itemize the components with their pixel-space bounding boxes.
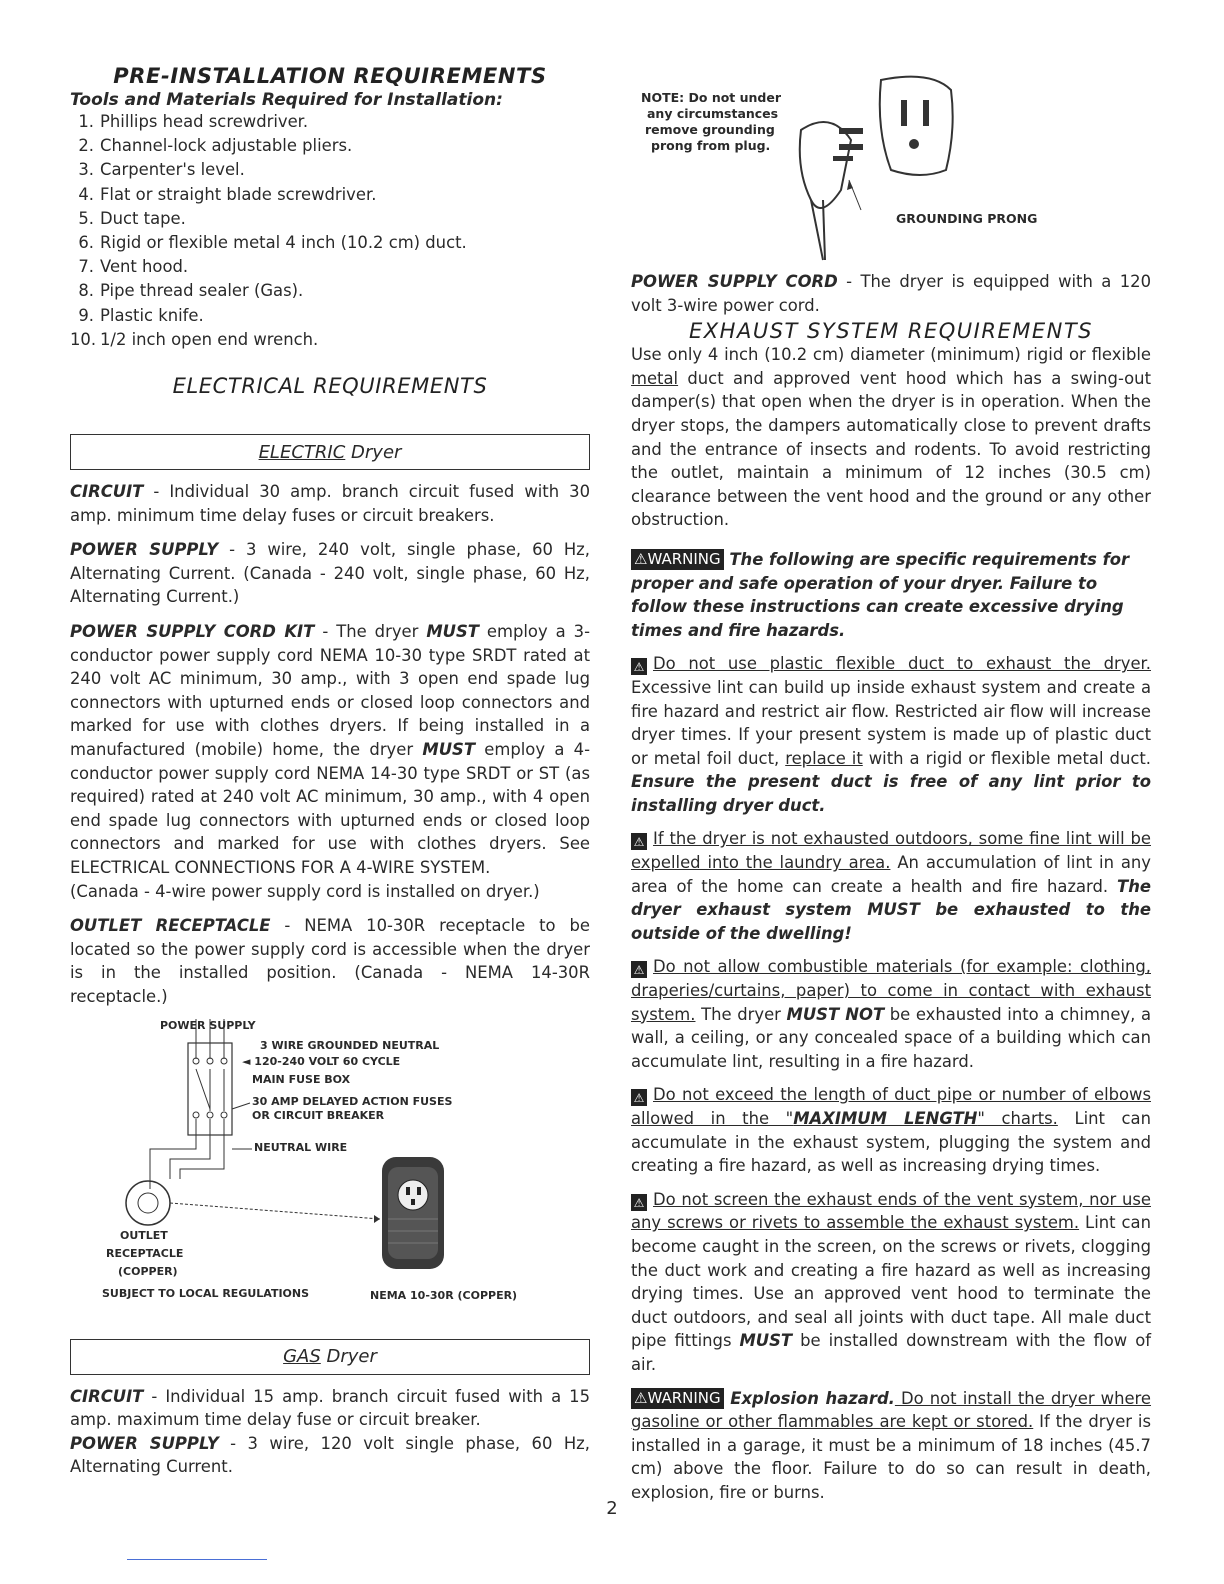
plug-note: NOTE: Do not under any circumstances remove grounding prong from plug. [641, 90, 782, 153]
gas-circuit-paragraph: CIRCUIT - Individual 15 amp. branch circuit fused with a 15 amp. maximum time delay fuse or circuit breaker. [70, 1386, 590, 1430]
diagram-grounded: 3 WIRE GROUNDED NEUTRAL [260, 1038, 440, 1052]
diagram-fuses-1: 30 AMP DELAYED ACTION FUSES [252, 1094, 453, 1108]
warning-triangle-icon: ⚠ [631, 1089, 647, 1106]
outlet-paragraph: OUTLET RECEPTACLE - NEMA 10-30R receptacle to be located so the power supply cord is accessible when the dryer is in the installed position. (Canada - NEMA 14-30R receptacle.) [70, 916, 590, 1006]
tools-list [70, 110, 590, 352]
exhaust-item-1: ⚠ Do not use plastic flexible duct to exhaust the dryer. Excessive lint can build up inside exhaust system and create a fire hazard and restrict air flow. Restricted air flow will increase dryer times. If your present system is made up of plastic duct or metal foil duct, replace it with a rigid or flexible metal duct. Ensure the present duct is free of any lint prior to installing dryer duct. [631, 654, 1151, 815]
list-item: 5. Duct tape. [78, 208, 186, 228]
warning-triangle-icon: ⚠WARNING [631, 549, 724, 570]
list-item: 9. Plastic knife. [78, 305, 204, 325]
warning-triangle-icon: ⚠ [631, 833, 647, 850]
circuit-paragraph: CIRCUIT - Individual 30 amp. branch circuit fused with 30 amp. minimum time delay fuses or circuit breakers. [70, 482, 590, 525]
warning-triangle-icon: ⚠ [631, 1194, 647, 1211]
warning-paragraph: ⚠WARNING The following are specific requirements for proper and safe operation of your dryer. Failure to follow these instructions can create excessive drying times and fire hazards. [631, 549, 1130, 640]
list-item: 7. Vent hood. [78, 257, 189, 277]
warning-triangle-icon: ⚠WARNING [631, 1388, 724, 1409]
list-item: 6. Rigid or flexible metal 4 inch (10.2 cm) duct. [78, 233, 467, 253]
diagram-power-supply: POWER SUPPLY [160, 1018, 256, 1032]
dryer-label: Dryer [351, 441, 402, 463]
wiring-diagram [70, 1019, 590, 1287]
warning-triangle-icon: ⚠ [631, 961, 647, 978]
diagram-outlet-2: RECEPTACLE [106, 1246, 184, 1260]
gas-power-paragraph: POWER SUPPLY - 3 wire, 120 volt single phase, 60 Hz, Alternating Current. [70, 1433, 590, 1477]
electric-dryer-box [70, 434, 590, 470]
gas-dryer-box [70, 1339, 590, 1375]
tools-heading: Tools and Materials Required for Installation: [70, 90, 503, 110]
right-column [631, 70, 1151, 1505]
electrical-title: ELECTRICAL REQUIREMENTS [172, 374, 488, 399]
warning-triangle-icon: ⚠ [631, 658, 647, 675]
diagram-captions [70, 1287, 590, 1309]
power-supply-paragraph: POWER SUPPLY - 3 wire, 240 volt, single phase, 60 Hz, Alternating Current. (Canada - 240 volt, single phase, 60 Hz, Alternating Current.) [70, 540, 590, 607]
exhaust-item-2: ⚠ If the dryer is not exhausted outdoors, some fine lint will be expelled into the laundry area. An accumulation of lint in any area of the home can create a health and fire hazard. The dryer exhaust system MUST be exhausted to the outside of the dwelling! [631, 829, 1151, 943]
list-item: 2. Channel-lock adjustable pliers. [78, 136, 353, 156]
explosion-warning-paragraph: ⚠WARNING Explosion hazard. Do not install the dryer where gasoline or other flammables are kept or stored. If the dryer is installed in a garage, it must be a minimum of 18 inches (45.7 cm) above the floor. Failure to do so can result in death, explosion, fire or burns. [631, 1388, 1152, 1502]
exhaust-item-5: ⚠ Do not screen the exhaust ends of the vent system, nor use any screws or rivets to assemble the exhaust system. Lint can become caught in the screen, on the screws or rivets, clogging the duct work and creating a fire hazard as well as increasing drying times. Use an approved vent hood to terminate the duct outdoors, and seal all joints with duct tape. All male duct pipe fittings MUST be installed downstream with the flow of air. [631, 1189, 1151, 1374]
plug-and-outlet-graphic [781, 70, 1201, 270]
plug-figure [631, 70, 1151, 270]
diagram-neutral: NEUTRAL WIRE [254, 1140, 348, 1154]
footer-line [127, 1559, 267, 1560]
exhaust-item-3: ⚠ Do not allow combustible materials (for example: clothing, draperies/curtains, paper) to come in contact with exhaust system. The dryer MUST NOT be exhausted into a chimney, a wall, a ceiling, or any concealed space of a building which can accumulate lint, resulting in a fire hazard. [631, 957, 1152, 1071]
left-column [70, 64, 590, 1479]
list-item: 3. Carpenter's level. [78, 160, 245, 180]
exhaust-intro-paragraph: Use only 4 inch (10.2 cm) diameter (minimum) rigid or flexible metal duct and approved vent hood which has a swing-out damper(s) that open when the dryer is in operation. When the dryer stops, the dampers automatically close to prevent drafts and the entrance of insects and rodents. To avoid restricting the outlet, maintain a minimum of 12 inches (30.5 cm) clearance between the vent hood and the ground or any other obstruction. [631, 345, 1151, 530]
gas-dryer-label: Dryer [326, 1346, 377, 1367]
list-item: 8. Pipe thread sealer (Gas). [78, 281, 304, 301]
list-item: 10. 1/2 inch open end wrench. [70, 329, 319, 349]
list-item: 1. Phillips head screwdriver. [78, 112, 309, 131]
diagram-nema: NEMA 10-30R (COPPER) [370, 1288, 518, 1302]
exhaust-item-4: ⚠ Do not exceed the length of duct pipe or number of elbows allowed in the "MAXIMUM LENGTH" charts. Lint can accumulate in the exhaust system, plugging the system and creating a fire hazard, as well as increasing drying times. [631, 1085, 1151, 1176]
cord-kit-paragraph: POWER SUPPLY CORD KIT - The dryer MUST employ a 3-conductor power supply cord NEMA 10-30 type SRDT rated at 240 volt AC minimum, 30 amp., with 3 open end spade lug connectors with upturned ends or closed loop connectors and marked for use with clothes dryers. If being installed in a manufactured (mobile) home, the dryer MUST employ a 4-conductor power supply cord NEMA 14-30 type SRDT or ST (as required) rated at 240 volt AC minimum, 30 amp., with 4 open end spade lug connectors with upturned ends or closed loop connectors and marked for use with clothes dryers. See ELECTRICAL CONNECTIONS FOR A 4-WIRE SYSTEM. (Canada - 4-wire power supply cord is installed on dryer.) [70, 622, 590, 901]
power-cord-paragraph: POWER SUPPLY CORD - The dryer is equipped with a 120 volt 3-wire power cord. [631, 272, 1152, 315]
gas-label: GAS [283, 1346, 321, 1367]
page-number: 2 [606, 1498, 618, 1519]
pre-installation-title: PRE-INSTALLATION REQUIREMENTS [113, 64, 547, 88]
diagram-outlet-1: OUTLET [120, 1228, 168, 1242]
list-item: 4. Flat or straight blade screwdriver. [78, 184, 377, 204]
diagram-outlet-3: (COPPER) [118, 1264, 178, 1278]
electric-label: ELECTRIC [258, 441, 346, 463]
grounding-prong-label: GROUNDING PRONG [896, 211, 1038, 226]
diagram-fuses-2: OR CIRCUIT BREAKER [252, 1108, 385, 1122]
diagram-subject: SUBJECT TO LOCAL REGULATIONS [102, 1286, 310, 1300]
diagram-volt: ◄ 120-240 VOLT 60 CYCLE [242, 1054, 401, 1068]
diagram-fuse-box: MAIN FUSE BOX [252, 1072, 351, 1086]
exhaust-title: EXHAUST SYSTEM REQUIREMENTS [689, 319, 1093, 344]
